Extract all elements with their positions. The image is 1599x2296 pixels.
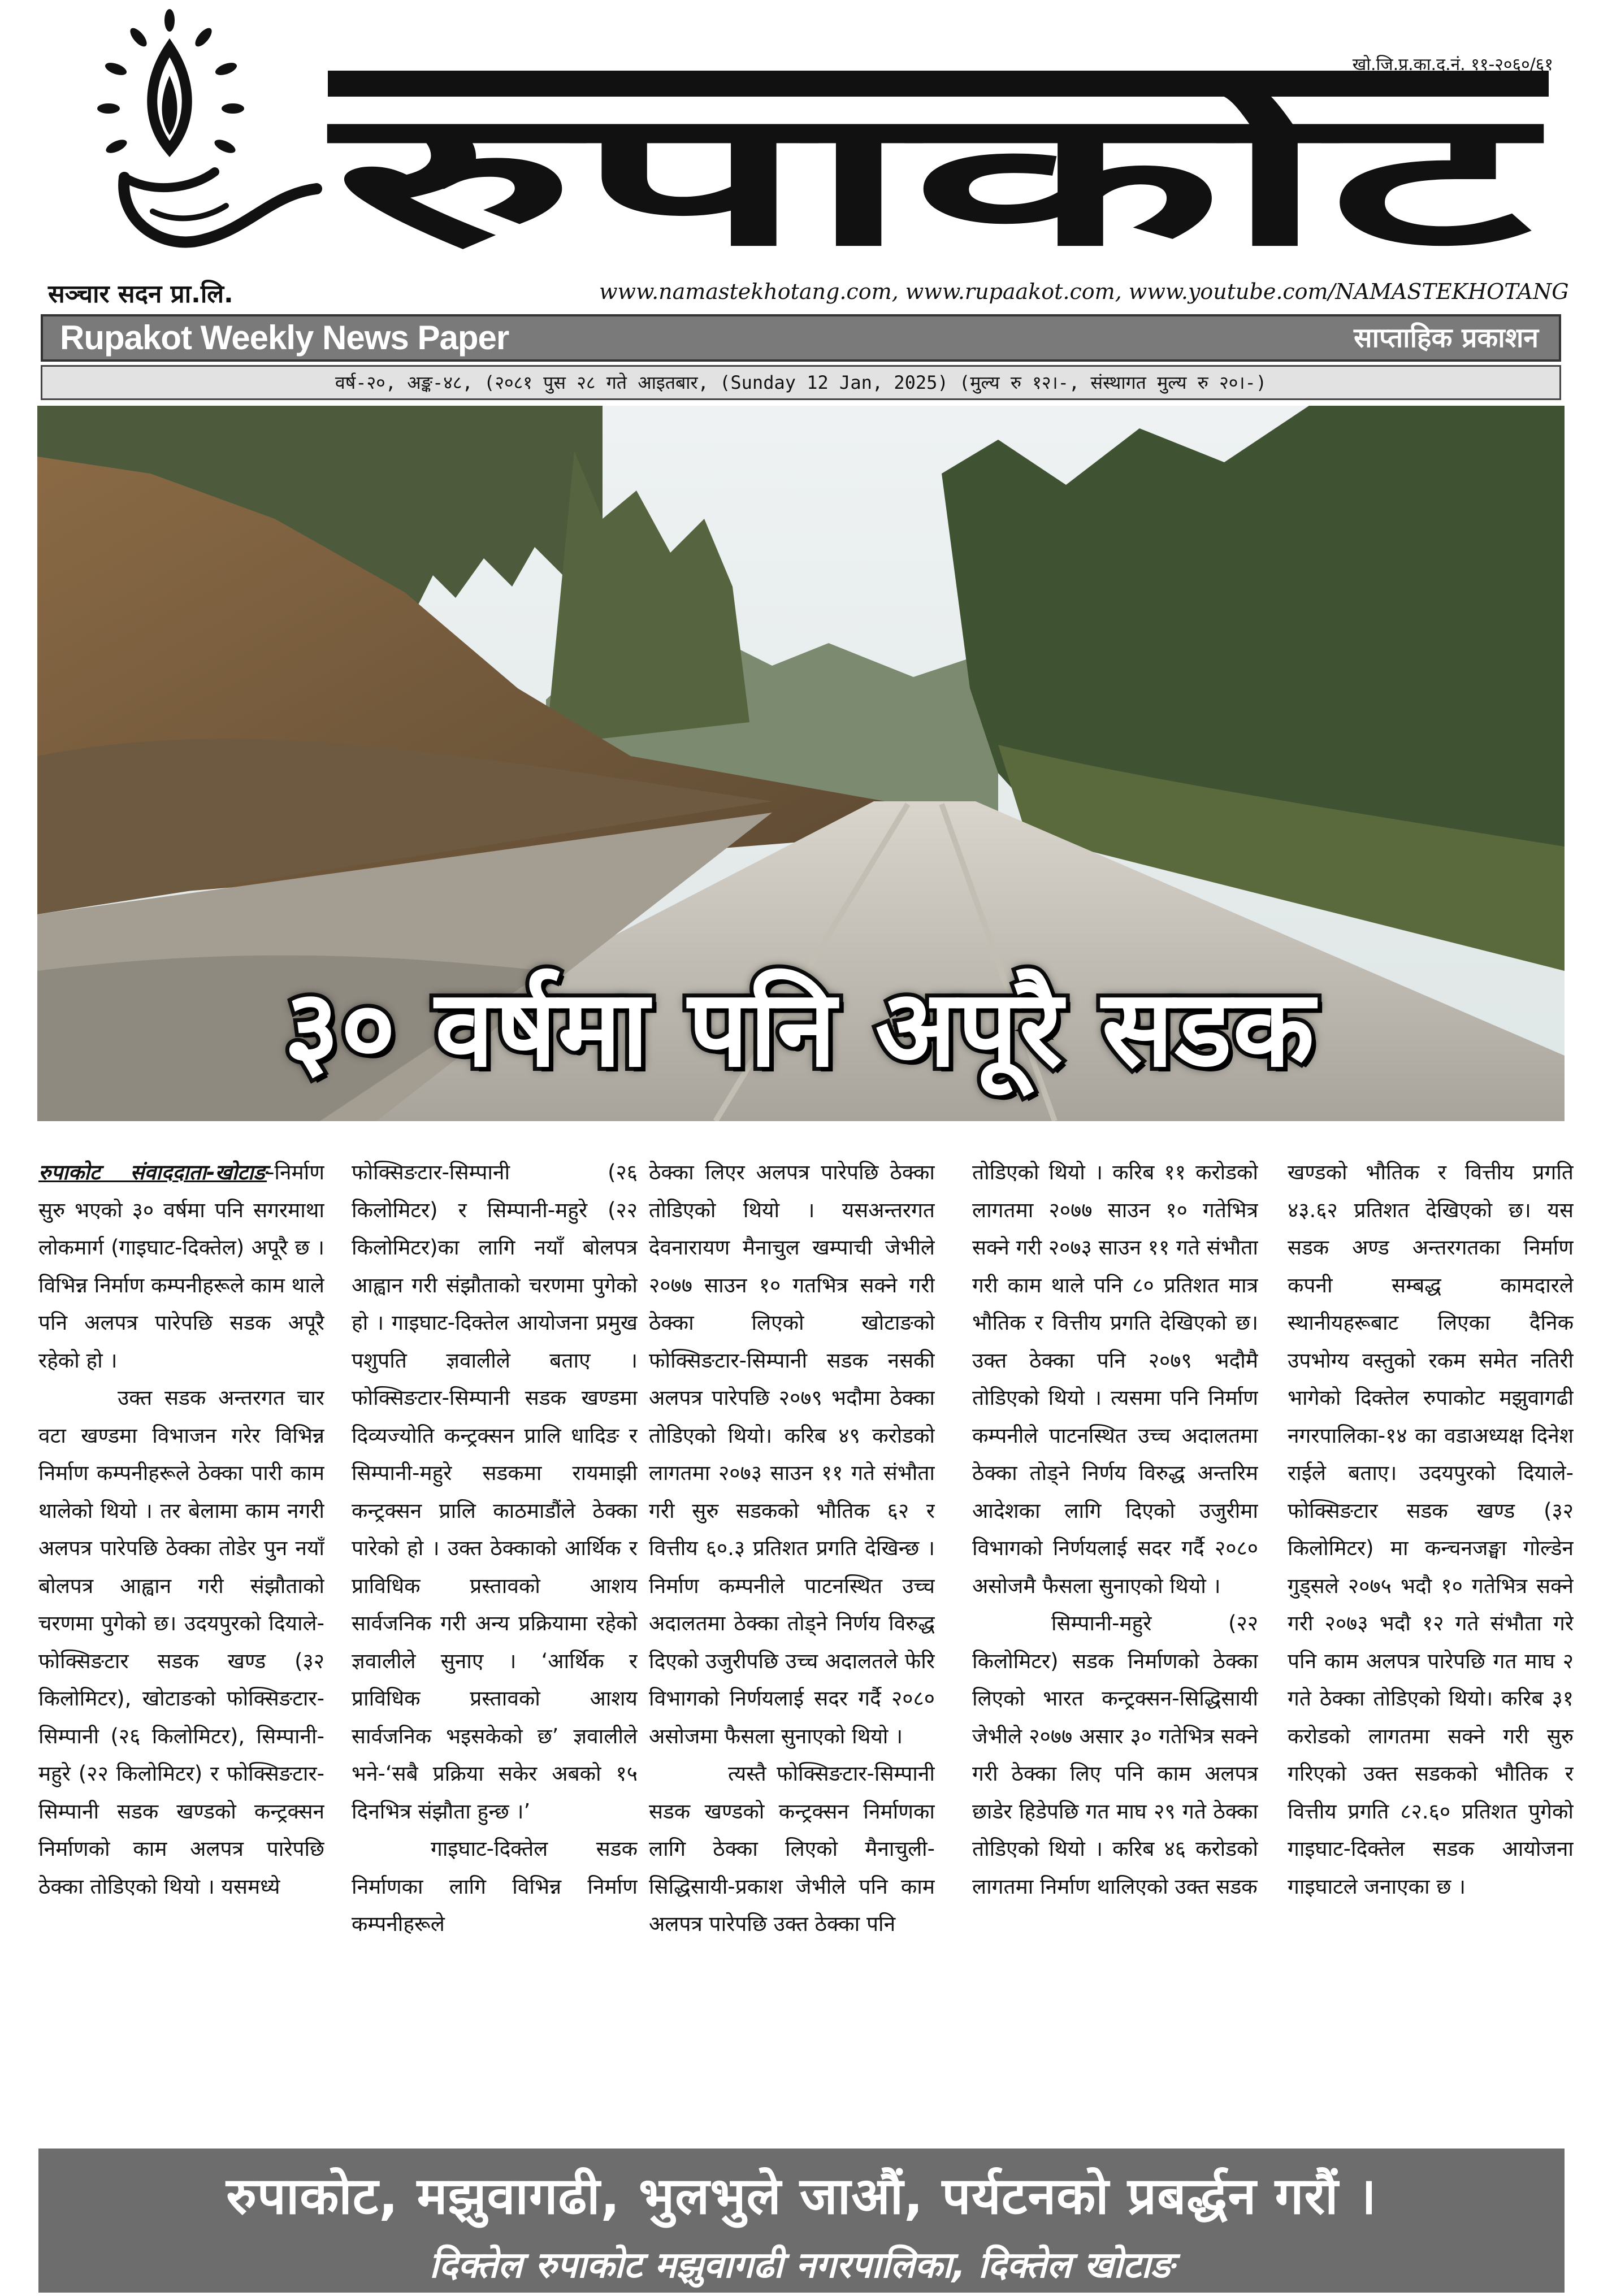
website-links: www.namastekhotang.com, www.rupaakot.com, www.youtube.com/NAMASTEKHOTANG [599,279,1569,304]
article-paragraph [38,1154,324,1379]
article-column-5 [1288,1154,1574,2126]
article-paragraph: सिम्पानी-महुरे (२२ किलोमिटर) सडक निर्माणको ठेक्का लिएको भारत कन्ट्रक्सन-सिद्धिसायी जेभीले २०७७ असार ३० गतेभित्र सक्ने गरी ठेक्का लिए पनि काम अलपत्र छाडेर हिडेपछि गत माघ २९ गते ठेक्का तोडिएको थियो । करिब ४६ करोडको लागतमा निर्माण थालिएको उक्त सडक [972,1611,1258,1899]
registration-number: खो.जि.प्र.का.द.नं. ११-२०६०/६१ [1352,55,1553,75]
headline: ३० वर्षमा पनि अपूरै सडक [284,967,1316,1091]
article-column-2 [352,1154,638,2126]
newspaper-title-text: रुपाकोट [327,70,1549,283]
english-title: Rupakot Weekly News Paper [60,319,509,357]
publisher-name: सञ्चार सदन प्रा.लि. [48,280,233,309]
footer-banner [38,2149,1565,2293]
article-lead-text: -निर्माण सुरु भएको ३० वर्षमा पनि सगरमाथा लोकमार्ग (गाइघाट-दिक्तेल) अपूरै छ । विभिन्न निर्माण कम्पनीहरूले काम थाले पनि अलपत्र पारेपछि सडक अपूरै रहेको हो । [38,1160,324,1373]
article-paragraph: खण्डको भौतिक र वित्तीय प्रगति ४३.६२ प्रतिशत देखिएको छ। यस सडक अण्ड अन्तरगतका निर्माण कपनी सम्बद्ध कामदारले स्थानीयहरूबाट लिएका दैनिक उपभोग्य वस्तुको रकम समेत नतिरी भागेको दिक्तेल रुपाकोट मझुवागढी नगरपालिका-१४ का वडाअध्यक्ष दिनेश राईले बताए। उदयपुरको दियाले-फोक्सिङटार सडक खण्ड (३२ किलोमिटर) मा कन्चनजङ्घा गोल्डेन गुड्सले २०७५ भदौ १० गतेभित्र सक्ने गरी २०७३ भदौ १२ गते संभौता गरे पनि काम अलपत्र पारेपछि गत माघ २ गते ठेक्का तोडिएको थियो। करिब ३१ करोडको लागतमा सक्ने गरी सुरु गरिएको उक्त सडकको भौतिक र वित्तीय प्रगति ८२.६० प्रतिशत पुगेको गाइघाट-दिक्तेल सडक आयोजना गाइघाटले जनाएका छ । [1288,1160,1574,1899]
tourism-slogan: रुपाकोट, मझुवागढी, भुलभुले जाऔं, पर्यटनको प्रबर्द्धन गरौं । [226,2167,1377,2226]
article-paragraph: गाइघाट-दिक्तेल सडक निर्माणका लागि विभिन्न निर्माण कम्पनीहरूले [352,1837,638,1936]
article-paragraph: ठेक्का लिएर अलपत्र पारेपछि ठेक्का तोडिएको थियो । यसअन्तरगत देवनारायण मैनाचुल खम्पाची जेभीले २०७७ साउन १० गतभित्र सक्ने गरी ठेक्का लिएको खोटाङको फोक्सिङटार-सिम्पानी सडक नसकी अलपत्र पारेपछि २०७९ भदौमा ठेक्का तोडिएको थियो। करिब ४९ करोडको लागतमा २०७३ साउन ११ गते संभौता गरी सुरु सडकको भौतिक ६२ र वित्तीय ६०.३ प्रतिशत प्रगति देखिन्छ । निर्माण कम्पनीले पाटनस्थित उच्च अदालतमा ठेक्का तोड्ने निर्णय विरुद्ध दिएको उजुरीपछि उच्च अदालतले फेरि विभागको निर्णयलाई सदर गर्दै २०८० असोजमा फैसला सुनाएको थियो । [649,1160,935,1748]
article-paragraph: त्यस्तै फोक्सिङटार-सिम्पानी सडक खण्डको कन्ट्रक्सन निर्माणका लागि ठेक्का लिएको मैनाचुली-सिद्धिसायी-प्रकाश जेभीले पनि काम अलपत्र पारेपछि उक्त ठेक्का पनि [649,1761,935,1936]
newspaper-title [317,45,1560,283]
issue-info-bar: वर्ष-२०, अङ्क-४८, (२०८१ पुस २८ गते आइतबार, (Sunday 12 Jan, 2025) (मुल्य रु १२।-, संस्थागत मुल्य रु २०।-) [41,365,1561,400]
article-paragraph: तोडिएको थियो । करिब ११ करोडको लागतमा २०७७ साउन १० गतेभित्र सक्ने गरी २०७३ साउन ११ गते संभौता गरी काम थाले पनि ८० प्रतिशत मात्र भौतिक र वित्तीय प्रगति देखिएको छ। उक्त ठेक्का पनि २०७९ भदौमै तोडिएको थियो । त्यसमा पनि निर्माण कम्पनीले पाटनस्थित उच्च अदालतमा ठेक्का तोड्ने निर्णय विरुद्ध अन्तरिम आदेशका लागि दिएको उजुरीमा विभागको निर्णयलाई सदर गर्दै २०८० असोजमै फैसला सुनाएको थियो । [972,1160,1258,1598]
flame-lamp-icon [85,8,328,274]
article-column-4 [972,1154,1258,2126]
article-paragraph: फोक्सिङटार-सिम्पानी (२६ किलोमिटर) र सिम्पानी-महुरे (२२ किलोमिटर)का लागि नयाँ बोलपत्र आह्वान गरी संझौताको चरणमा पुगेको हो । गाइघाट-दिक्तेल आयोजना प्रमुख पशुपति ज्ञवालीले बताए । फोक्सिङटार-सिम्पानी सडक खण्डमा दिव्यज्योति कन्ट्रक्सन प्रालि धादिङ र सिम्पानी-महुरे सडकमा रायमाझी कन्ट्रक्सन प्रालि काठमाडौंले ठेक्का पारेको हो । उक्त ठेक्काको आर्थिक र प्राविधिक प्रस्तावको आशय सार्वजनिक गरी अन्य प्रक्रियामा रहेको ज्ञवालीले सुनाए । ‘आर्थिक र प्राविधिक प्रस्तावको आशय सार्वजनिक भइसकेको छ’ ज्ञवालीले भने-‘सबै प्रक्रिया सकेर अबको १५ दिनभित्र संझौता हुन्छ ।’ [352,1160,638,1824]
weekly-publication-label: साप्ताहिक प्रकाशन [1354,322,1539,354]
title-bar [41,314,1561,362]
article-paragraph: उक्त सडक अन्तरगत चार वटा खण्डमा विभाजन गरेर विभिन्न निर्माण कम्पनीहरूले ठेक्का पारी काम थालेको थियो । तर बेलामा काम नगरी अलपत्र पारेपछि ठेक्का तोडेर पुन नयाँ बोलपत्र आह्वान गरी संझौताको चरणमा पुगेको छ। उदयपुरको दियाले-फोक्सिङटार सडक खण्ड (३२ किलोमिटर), खोटाङको फोक्सिङटार-सिम्पानी (२६ किलोमिटर), सिम्पानी-महुरे (२२ किलोमिटर) र फोक्सिङटार-सिम्पानी सडक खण्डको कन्ट्रक्सन निर्माणको काम अलपत्र पारेपछि ठेक्का तोडिएको थियो । यसमध्ये [38,1386,324,1899]
article-column-3 [649,1154,935,2126]
municipality-line: दिक्तेल रुपाकोट मझुवागढी नगरपालिका, दिक्तेल खोटाङ [429,2245,1174,2286]
article-column-1 [38,1154,324,2126]
byline: रुपाकोट संवाददाता-खोटाङ [38,1160,267,1184]
